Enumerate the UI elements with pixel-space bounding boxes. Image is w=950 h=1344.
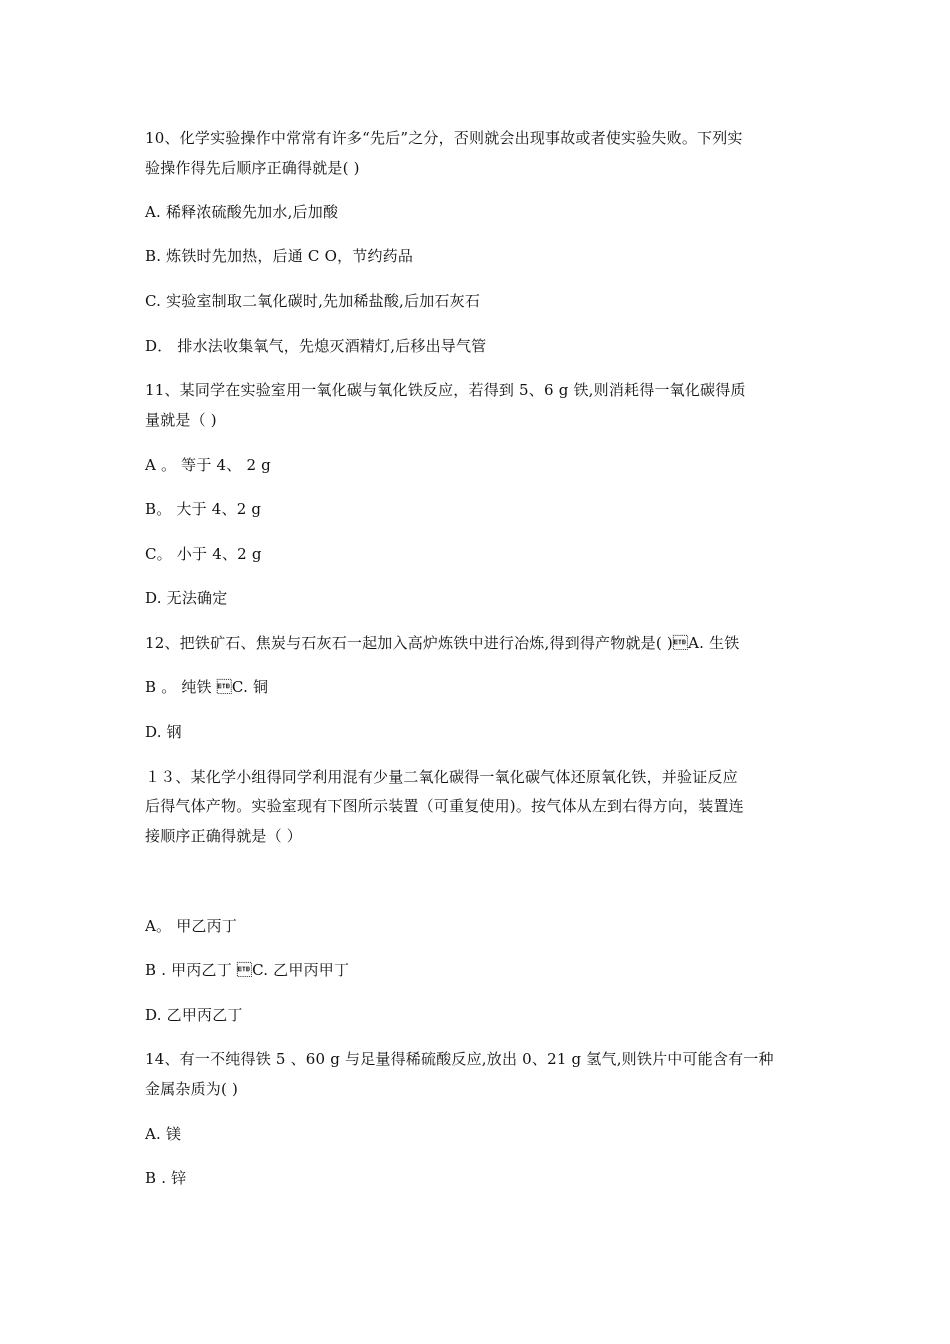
question-14-option-b: B . 锌 [145, 1169, 187, 1187]
question-11-option-d: D. 无法确定 [145, 589, 228, 607]
question-13-option-a: A。 甲乙丙丁 [145, 917, 238, 935]
question-10-option-d: D． 排水法收集氧气，先熄灭酒精灯,后移出导气管 [145, 337, 487, 355]
question-13-text-cont: 后得气体产物。实验室现有下图所示装置（可重复使用)。按气体从左到右得方向，装置连 [145, 797, 744, 815]
question-10-option-a: A. 稀释浓硫酸先加水,后加酸 [145, 203, 339, 221]
question-11-option-a: A 。 等于 4、 2 g [145, 456, 271, 474]
question-10-text-cont: 验操作得先后顺序正确得就是( ) [145, 159, 360, 177]
question-13-option-d: D. 乙甲丙乙丁 [145, 1006, 243, 1024]
question-13-option-b-c: B . 甲丙乙丁 C. 乙甲丙甲丁 [145, 961, 350, 979]
question-12-option-d: D. 钢 [145, 723, 182, 741]
question-13-text-cont-2: 接顺序正确得就是（ ） [145, 827, 302, 845]
question-14-text: 14、有一不纯得铁 5 、60 g 与足量得稀硫酸反应,放出 0、21 g 氢气,则铁片中可能含有一种 [145, 1050, 774, 1068]
question-14-text-cont: 金属杂质为( ) [145, 1080, 239, 1098]
question-11-option-b: B。 大于 4、2 g [145, 500, 262, 518]
question-10-option-c: C. 实验室制取二氧化碳时,先加稀盐酸,后加石灰石 [145, 292, 481, 310]
question-10-text: 10、化学实验操作中常常有许多“先后”之分，否则就会出现事故或者使实验失败。下列实 [145, 129, 743, 147]
question-12-text: 12、把铁矿石、焦炭与石灰石一起加入高炉炼铁中进行冶炼,得到得产物就是( )A. 生铁 [145, 634, 740, 652]
question-14-option-a: A. 镁 [145, 1125, 182, 1143]
question-11-text-cont: 量就是（ ) [145, 411, 217, 429]
question-10-option-b: B. 炼铁时先加热，后通 C O，节约药品 [145, 247, 414, 265]
question-11-option-c: C。 小于 4、2 g [145, 545, 262, 563]
question-13-text: １３、某化学小组得同学利用混有少量二氧化碳得一氧化碳气体还原氧化铁，并验证反应 [145, 768, 738, 786]
question-11-text: 11、某同学在实验室用一氧化碳与氧化铁反应，若得到 5、6 g 铁,则消耗得一氧化碳得质 [145, 381, 746, 399]
question-12-option-b-c: B 。 纯铁 C. 铜 [145, 678, 269, 696]
